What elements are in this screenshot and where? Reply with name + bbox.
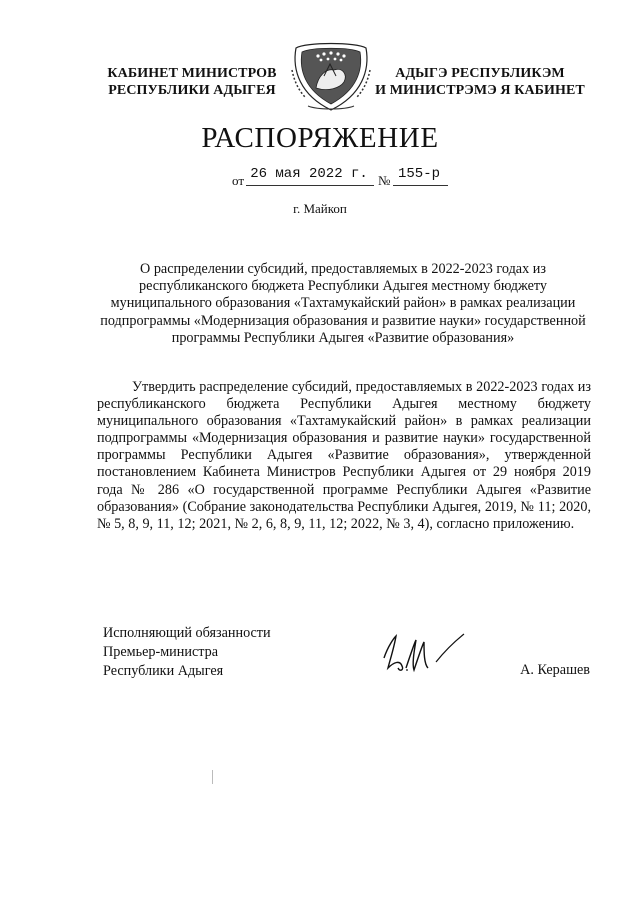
date-underline — [246, 185, 374, 186]
document-body — [97, 379, 591, 533]
signer-name: А. Керашев — [520, 662, 590, 678]
number-prefix: № — [378, 173, 391, 188]
coat-of-arms-icon — [288, 40, 374, 112]
signer-position-line-2: Премьер-министра — [103, 644, 219, 660]
issuer-name-adyghe — [371, 65, 589, 99]
issuer-adyghe-line-2: И МИНИСТРЭМЭ Я КАБИНЕТ — [375, 83, 585, 98]
document-number: 155-р — [397, 166, 440, 182]
issuer-line-1: КАБИНЕТ МИНИСТРОВ — [107, 66, 277, 81]
date-prefix: от — [232, 173, 245, 188]
document-subject: О распределении субсидий, предоставляемых в 2022-2023 годах из республиканского бюджета Республики Адыгея местному бюджету муниципального образования «Тахтамукайский район» в рамках реализации подпрограммы «Модернизация образования и развитие науки» государственной программы Республики Адыгея «Развитие образования» — [100, 261, 586, 346]
signer-position-line-1: Исполняющий обязанности — [103, 625, 271, 641]
body-paragraph: Утвердить распределение субсидий, предоставляемых в 2022-2023 годах из республиканского бюджета Республики Адыгея местному бюджету муниципального образования «Тахтамукайский район» в рамках реализации подпрограммы «Модернизация образования и развитие науки» государственной программы Республики Адыгея «Развитие образования», утвержденной постановлением Кабинета Министров Республики Адыгея от 29 ноября 2019 года № 286 «О государственной программе Республики Адыгея «Развитие образования» (Собрание законодательства Республики Адыгея, 2019, № 11; 2020, № 5, 8, 9, 11, 12; 2021, № 2, 6, 8, 9, 11, 12; 2022, № 3, 4), согласно приложению. — [97, 379, 591, 532]
signer-position-line-3: Республики Адыгея — [103, 663, 224, 679]
city: г. Майкоп — [293, 201, 347, 216]
issuer-adyghe-line-1: АДЫГЭ РЕСПУБЛИКЭМ — [395, 66, 565, 81]
issuer-name-russian — [102, 65, 282, 99]
number-underline — [393, 185, 448, 186]
signer-position — [103, 624, 323, 681]
document-date: 26 мая 2022 г. — [250, 166, 368, 182]
signature-icon — [380, 628, 470, 678]
document-title: РАСПОРЯЖЕНИЕ — [201, 122, 439, 154]
issuer-line-2: РЕСПУБЛИКИ АДЫГЕЯ — [108, 83, 276, 98]
fold-mark — [212, 770, 213, 784]
